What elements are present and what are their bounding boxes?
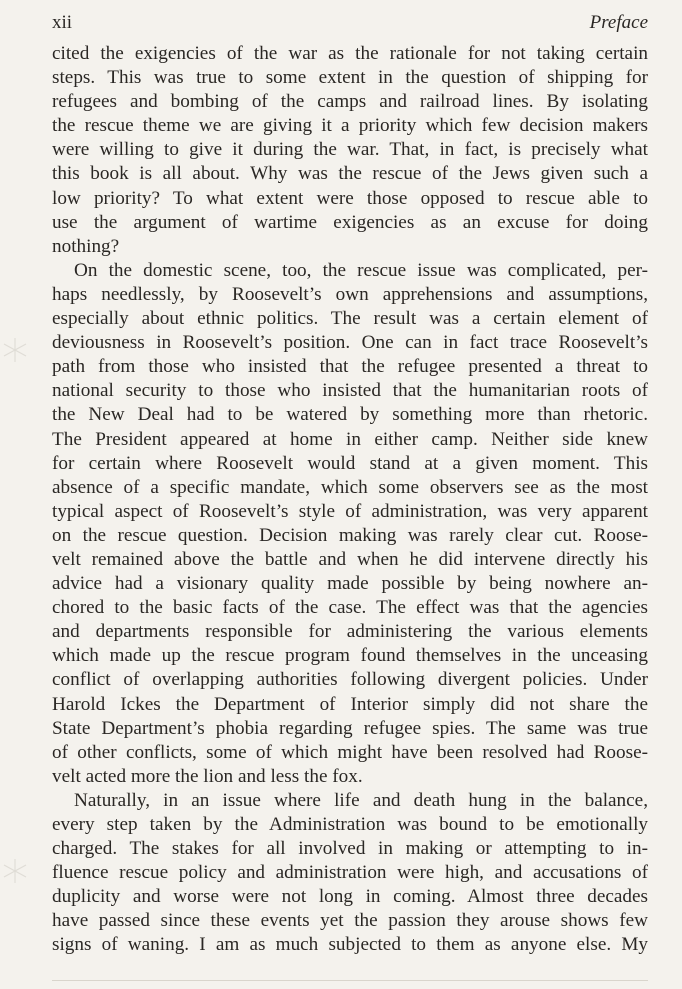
text-line: Harold Ickes the Department of Interior simply did not share the [52, 693, 648, 715]
text-line: and departments responsible for administering the various elements [52, 621, 648, 643]
text-line: duplicity and worse were not long in coming. Almost three decades [52, 886, 648, 908]
text-line: this book is all about. Why was the rescue of the Jews given such a [52, 163, 648, 185]
text-line: use the argument of wartime exigencies as an excuse for doing [52, 211, 648, 233]
bottom-rule [52, 980, 648, 981]
text-line: which made up the rescue program found themselves in the unceasing [52, 645, 648, 667]
text-line: nothing? [52, 235, 120, 257]
text-line: chored to the basic facts of the case. The effect was that the agencies [52, 597, 648, 619]
section-title: Preface [589, 12, 648, 33]
asterisk-mark-icon [0, 856, 30, 886]
text-line: State Department’s phobia regarding refugee spies. The same was true [52, 717, 648, 739]
text-line: advice had a visionary quality made possible by being nowhere an- [52, 573, 648, 595]
text-line: for certain where Roosevelt would stand at a given moment. This [52, 452, 648, 474]
text-line: absence of a specific mandate, which some observers see as the most [52, 476, 648, 498]
text-line: velt acted more the lion and less the fox. [52, 765, 363, 787]
text-line: on the rescue question. Decision making was rarely clear cut. Roose- [52, 524, 648, 546]
text-line: deviousness in Roosevelt’s position. One can in fact trace Roosevelt’s [52, 332, 648, 354]
text-line: low priority? To what extent were those opposed to rescue able to [52, 187, 648, 209]
text-line: especially about ethnic politics. The result was a certain element of [52, 308, 648, 330]
text-line: refugees and bombing of the camps and railroad lines. By isolating [52, 91, 648, 113]
text-line: every step taken by the Administration was bound to be emotionally [52, 814, 648, 835]
text-line: steps. This was true to some extent in the question of shipping for [52, 67, 648, 89]
paragraph-start-line: Naturally, in an issue where life and death hung in the balance, [74, 789, 648, 811]
asterisk-mark-icon [0, 335, 30, 365]
text-line: national security to those who insisted that the humanitarian roots of [52, 380, 648, 402]
running-head [52, 10, 648, 36]
text-line: charged. The stakes for all involved in making or attempting to in- [52, 838, 648, 860]
text-line: fluence rescue policy and administration were high, and accusations of [52, 862, 648, 884]
text-line: path from those who insisted that the refugee presented a threat to [52, 356, 648, 378]
text-line: haps needlessly, by Roosevelt’s own apprehensions and assumptions, [52, 283, 648, 305]
text-line: cited the exigencies of the war as the rationale for not taking certain [52, 43, 648, 64]
text-line: of other conflicts, some of which might have been resolved had Roose- [52, 741, 648, 763]
text-line: have passed since these events yet the passion they arouse shows few [52, 910, 648, 932]
text-line: the New Deal had to be watered by something more than rhetoric. [52, 404, 648, 426]
text-line: velt remained above the battle and when he did intervene directly his [52, 548, 648, 570]
paragraph-start-line: On the domestic scene, too, the rescue issue was complicated, per- [74, 259, 648, 281]
text-line: The President appeared at home in either camp. Neither side knew [52, 428, 648, 450]
body-text [52, 42, 648, 958]
text-line: were willing to give it during the war. That, in fact, is precisely what [52, 139, 648, 161]
text-line: the rescue theme we are giving it a priority which few decision makers [52, 115, 648, 137]
text-line: signs of waning. I am as much subjected to them as anyone else. My [52, 934, 648, 956]
text-line: conflict of overlapping authorities following divergent policies. Under [52, 669, 648, 691]
page-number: xii [52, 12, 73, 33]
text-line: typical aspect of Roosevelt’s style of administration, was very apparent [52, 500, 648, 522]
